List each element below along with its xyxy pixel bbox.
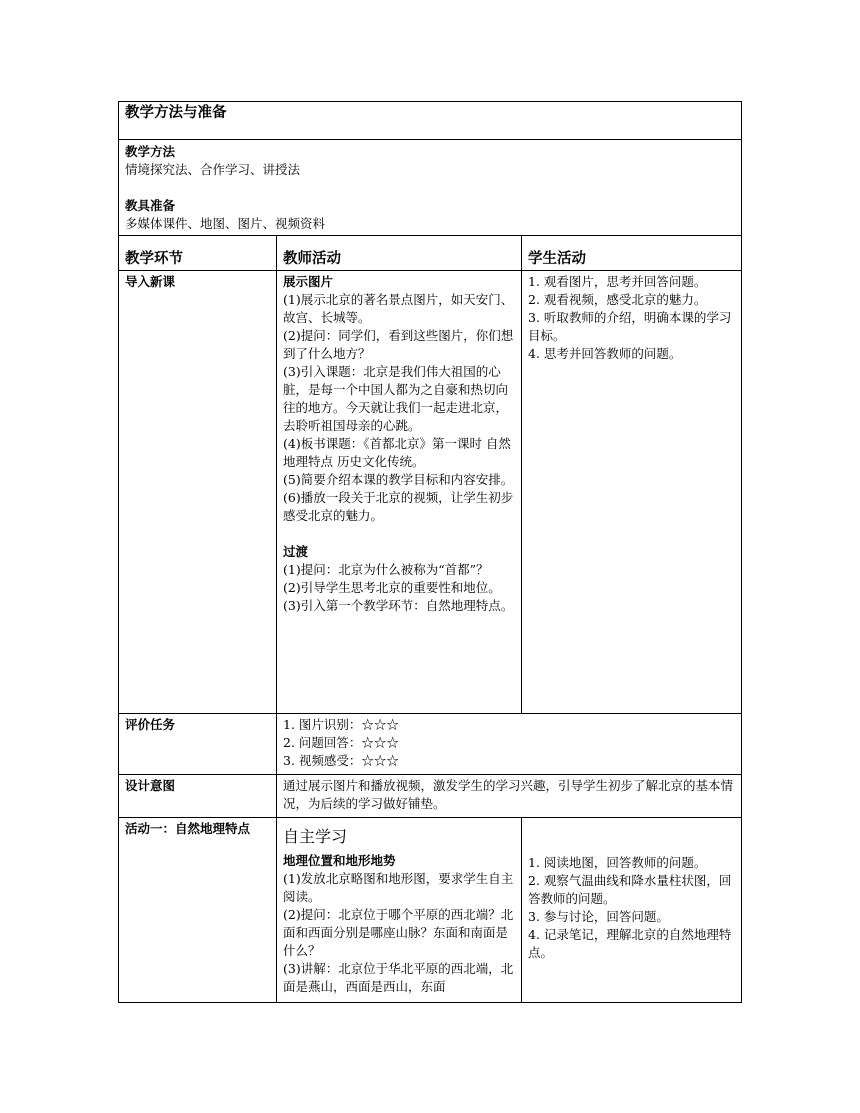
intro-student-item: 1. 观看图片，思考并回答问题。 [528,274,707,289]
activity1-title: 自主学习 [283,827,348,846]
evaluation-item: 3. 视频感受：☆☆☆ [283,753,399,768]
intro-item: (6)播放一段关于北京的视频，让学生初步感受北京的魅力。 [283,490,514,523]
evaluation-item: 2. 问题回答：☆☆☆ [283,735,399,750]
col-header-stage: 教学环节 [125,251,183,267]
activity1-student-item: 4. 记录笔记，理解北京的自然地理特点。 [528,927,732,960]
prep-heading: 教具准备 [125,198,176,213]
activity1-subtitle: 地理位置和地形地势 [283,853,396,868]
evaluation-item: 1. 图片识别：☆☆☆ [283,717,399,732]
methods-text: 情境探究法、合作学习、讲授法 [125,162,301,177]
intro-student-item: 3. 听取教师的介绍，明确本课的学习目标。 [528,310,732,343]
intro-block1-title: 展示图片 [283,274,334,289]
section-title: 教学方法与准备 [125,105,227,121]
transition-item: (1)提问：北京为什么被称为“首都”？ [283,562,489,577]
intro-item: (4)板书课题：《首都北京》第一课时 自然地理特点 历史文化传统。 [283,436,511,469]
intro-block2-title: 过渡 [283,544,309,559]
intro-stage-label: 导入新课 [125,274,176,289]
intro-student-item: 4. 思考并回答教师的问题。 [528,346,682,361]
intro-row [119,271,742,714]
intro-item: (1)展示北京的著名景点图片，如天安门、故宫、长城等。 [283,292,514,325]
activity1-student-item: 2. 观察气温曲线和降水量柱状图，回答教师的问题。 [528,873,732,906]
intro-item: (5)简要介绍本课的教学目标和内容安排。 [283,472,514,487]
methods-row [119,140,742,236]
transition-item: (3)引入第一个教学环节：自然地理特点。 [283,598,514,613]
transition-item: (2)引导学生思考北京的重要性和地位。 [283,580,501,595]
activity1-student-item: 1. 阅读地图，回答教师的问题。 [528,855,707,870]
evaluation-stage-label: 评价任务 [125,717,176,732]
intro-student-item: 2. 观看视频，感受北京的魅力。 [528,292,707,307]
evaluation-row [119,714,742,775]
col-header-student: 学生活动 [528,251,586,267]
activity1-student-item: 3. 参与讨论，回答问题。 [528,909,669,924]
column-header-row [119,236,742,271]
lesson-plan-table [118,101,742,1003]
activity1-row [119,818,742,1003]
activity1-stage-label: 活动一：自然地理特点 [125,821,251,836]
intro-item: (2)提问：同学们，看到这些图片，你们想到了什么地方？ [283,328,514,361]
prep-text: 多媒体课件、地图、图片、视频资料 [125,216,326,231]
intro-item: (3)引入课题：北京是我们伟大祖国的心脏，是每一个中国人都为之自豪和热切向往的地方。今天就让我们一起走进北京，去聆听祖国母亲的心跳。 [283,364,509,433]
col-header-teacher: 教师活动 [283,251,341,267]
activity1-item: (3)讲解：北京位于华北平原的西北端，北面是燕山，西面是西山，东面 [283,961,514,994]
methods-heading: 教学方法 [125,144,176,159]
activity1-item: (1)发放北京略图和地形图，要求学生自主阅读。 [283,871,514,904]
activity1-item: (2)提问：北京位于哪个平原的西北端？北面和西面分别是哪座山脉？东面和南面是什么？ [283,907,514,958]
section-title-row [119,102,742,140]
design-stage-label: 设计意图 [125,778,176,793]
design-row [119,775,742,818]
design-text: 通过展示图片和播放视频，激发学生的学习兴趣，引导学生初步了解北京的基本情况，为后续的学习做好铺垫。 [283,778,734,811]
